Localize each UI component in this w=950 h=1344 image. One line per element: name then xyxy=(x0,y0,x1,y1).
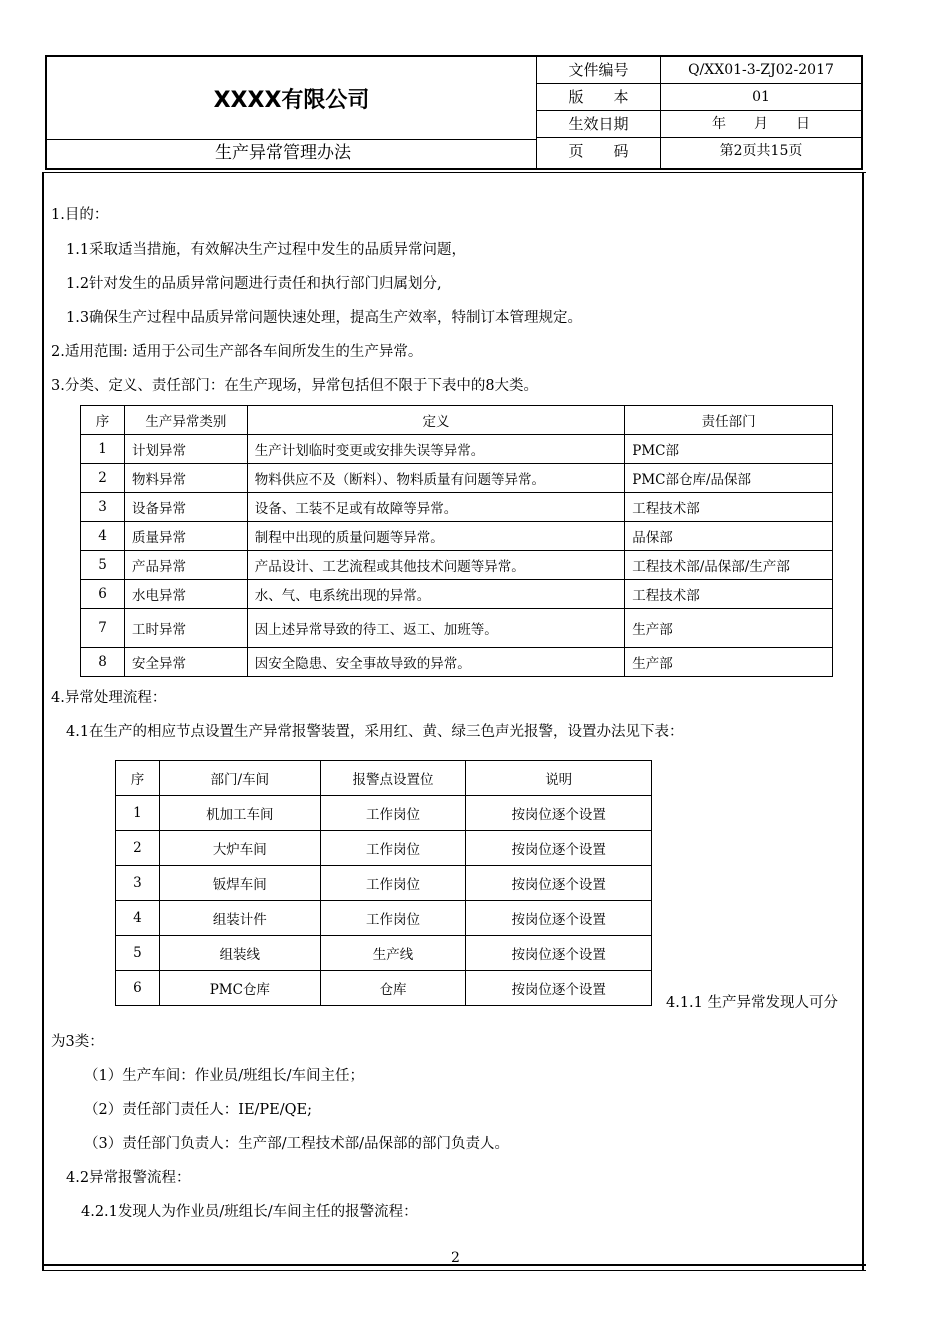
table-header-cell: 序 xyxy=(81,406,125,435)
table-cell: 机加工车间 xyxy=(159,796,320,831)
table-row xyxy=(81,464,833,493)
table-cell: 工作岗位 xyxy=(320,901,466,936)
table-row xyxy=(116,971,652,1006)
header-row-page xyxy=(537,138,861,168)
table-row xyxy=(81,435,833,464)
table-cell: 5 xyxy=(81,551,125,580)
table-header-cell: 序 xyxy=(116,761,160,796)
table-cell: 因上述异常导致的待工、返工、加班等。 xyxy=(247,609,624,648)
table-cell: 2 xyxy=(116,831,160,866)
table-cell: PMC部 xyxy=(625,435,833,464)
header-key: 页 码 xyxy=(537,138,661,168)
table-cell: 按岗位逐个设置 xyxy=(466,936,652,971)
table-cell: 产品异常 xyxy=(124,551,247,580)
table-row xyxy=(116,936,652,971)
table-cell: 7 xyxy=(81,609,125,648)
table-row xyxy=(81,522,833,551)
table-cell: 工程技术部 xyxy=(625,493,833,522)
table-cell: 水、气、电系统出现的异常。 xyxy=(247,580,624,609)
table-header-cell: 部门/车间 xyxy=(159,761,320,796)
header-key: 文件编号 xyxy=(537,57,661,83)
section-1-3: 1.3确保生产过程中品质异常问题快速处理，提高生产效率，特制订本管理规定。 xyxy=(66,310,583,326)
finder-type-3: （3）责任部门负责人：生产部/工程技术部/品保部的部门负责人。 xyxy=(84,1136,509,1152)
table-cell: 组装线 xyxy=(159,936,320,971)
table-cell: 组装计件 xyxy=(159,901,320,936)
table-cell: PMC部仓库/品保部 xyxy=(625,464,833,493)
section-1-heading: 1.目的： xyxy=(51,207,109,223)
section-4-1: 4.1在生产的相应节点设置生产异常报警装置，采用红、黄、绿三色声光报警，设置办法见下表： xyxy=(66,724,684,740)
section-3: 3.分类、定义、责任部门：在生产现场，异常包括但不限于下表中的8大类。 xyxy=(51,378,539,394)
table-cell: 设备异常 xyxy=(124,493,247,522)
finder-type-1: （1）生产车间：作业员/班组长/车间主任； xyxy=(84,1068,364,1084)
table-header-row xyxy=(81,406,833,435)
header-row-version xyxy=(537,84,861,111)
table-row xyxy=(116,901,652,936)
table-row xyxy=(81,609,833,648)
table-header-cell: 定义 xyxy=(247,406,624,435)
table-row xyxy=(81,493,833,522)
table-cell: 按岗位逐个设置 xyxy=(466,796,652,831)
table-row xyxy=(116,796,652,831)
table-cell: 3 xyxy=(81,493,125,522)
header-key: 生效日期 xyxy=(537,111,661,137)
header-row-doc-number xyxy=(537,57,861,84)
table-cell: 按岗位逐个设置 xyxy=(466,971,652,1006)
table-cell: 2 xyxy=(81,464,125,493)
alarm-setup-table xyxy=(115,760,652,1006)
table-cell: 4 xyxy=(116,901,160,936)
table-cell: 计划异常 xyxy=(124,435,247,464)
table-cell: 钣焊车间 xyxy=(159,866,320,901)
table-cell: 8 xyxy=(81,648,125,677)
table-cell: 1 xyxy=(116,796,160,831)
table-cell: 工作岗位 xyxy=(320,866,466,901)
header-row-effective-date xyxy=(537,111,861,138)
table-header-cell: 说明 xyxy=(466,761,652,796)
table-cell: 5 xyxy=(116,936,160,971)
frame-bottom-rule-thin xyxy=(42,1270,866,1271)
table-cell: 工程技术部 xyxy=(625,580,833,609)
table-cell: 工程技术部/品保部/生产部 xyxy=(625,551,833,580)
page-number: 2 xyxy=(451,1250,460,1266)
section-4-1-1-line2: 为3类： xyxy=(51,1034,104,1050)
document-title: 生产异常管理办法 xyxy=(47,140,537,168)
section-4-2: 4.2异常报警流程： xyxy=(66,1170,191,1186)
table-cell: 制程中出现的质量问题等异常。 xyxy=(247,522,624,551)
table-cell: 6 xyxy=(116,971,160,1006)
table-cell: 大炉车间 xyxy=(159,831,320,866)
table-cell: 生产部 xyxy=(625,648,833,677)
table-cell: 生产线 xyxy=(320,936,466,971)
table-cell: 仓库 xyxy=(320,971,466,1006)
finder-type-2: （2）责任部门责任人：IE/PE/QE; xyxy=(84,1102,313,1118)
table-header-cell: 责任部门 xyxy=(625,406,833,435)
table-cell: 1 xyxy=(81,435,125,464)
section-1-1: 1.1采取适当措施，有效解决生产过程中发生的品质异常问题， xyxy=(66,242,467,258)
table-cell: 因安全隐患、安全事故导致的异常。 xyxy=(247,648,624,677)
table-cell: 按岗位逐个设置 xyxy=(466,831,652,866)
table-cell: 设备、工装不足或有故障等异常。 xyxy=(247,493,624,522)
header-key: 版 本 xyxy=(537,84,661,110)
section-4-1-1-line1: 4.1.1 生产异常发现人可分 xyxy=(666,995,839,1011)
header-value: 年 月 日 xyxy=(712,116,810,132)
header-value: 第2页共15页 xyxy=(719,143,803,159)
header-info-grid xyxy=(537,57,861,168)
header-value: 01 xyxy=(752,89,770,105)
section-4-2-1: 4.2.1发现人为作业员/班组长/车间主任的报警流程： xyxy=(81,1204,418,1220)
table-cell: 物料供应不及（断料）、物料质量有问题等异常。 xyxy=(247,464,624,493)
document-header xyxy=(45,55,863,170)
table-row xyxy=(116,831,652,866)
table-cell: 质量异常 xyxy=(124,522,247,551)
company-name: XXXX有限公司 xyxy=(47,57,537,140)
section-4-heading: 4.异常处理流程： xyxy=(51,690,167,706)
table-row xyxy=(81,648,833,677)
table-cell: 安全异常 xyxy=(124,648,247,677)
table-header-cell: 报警点设置位 xyxy=(320,761,466,796)
table-cell: PMC仓库 xyxy=(159,971,320,1006)
table-cell: 4 xyxy=(81,522,125,551)
section-1-2: 1.2针对发生的品质异常问题进行责任和执行部门归属划分, xyxy=(66,276,442,292)
table-row xyxy=(116,866,652,901)
table-header-row xyxy=(116,761,652,796)
table-row xyxy=(81,580,833,609)
section-2: 2.适用范围: 适用于公司生产部各车间所发生的生产异常。 xyxy=(51,344,423,360)
table-cell: 工作岗位 xyxy=(320,796,466,831)
table-cell: 3 xyxy=(116,866,160,901)
table-cell: 生产计划临时变更或安排失误等异常。 xyxy=(247,435,624,464)
table-cell: 产品设计、工艺流程或其他技术问题等异常。 xyxy=(247,551,624,580)
table-cell: 品保部 xyxy=(625,522,833,551)
table-cell: 按岗位逐个设置 xyxy=(466,901,652,936)
table-cell: 6 xyxy=(81,580,125,609)
table-cell: 物料异常 xyxy=(124,464,247,493)
header-value: Q/XX01-3-ZJ02-2017 xyxy=(688,62,834,78)
table-cell: 按岗位逐个设置 xyxy=(466,866,652,901)
table-row xyxy=(81,551,833,580)
abnormality-category-table xyxy=(80,405,833,677)
table-cell: 生产部 xyxy=(625,609,833,648)
table-header-cell: 生产异常类别 xyxy=(124,406,247,435)
table-cell: 工作岗位 xyxy=(320,831,466,866)
table-cell: 工时异常 xyxy=(124,609,247,648)
table-cell: 水电异常 xyxy=(124,580,247,609)
